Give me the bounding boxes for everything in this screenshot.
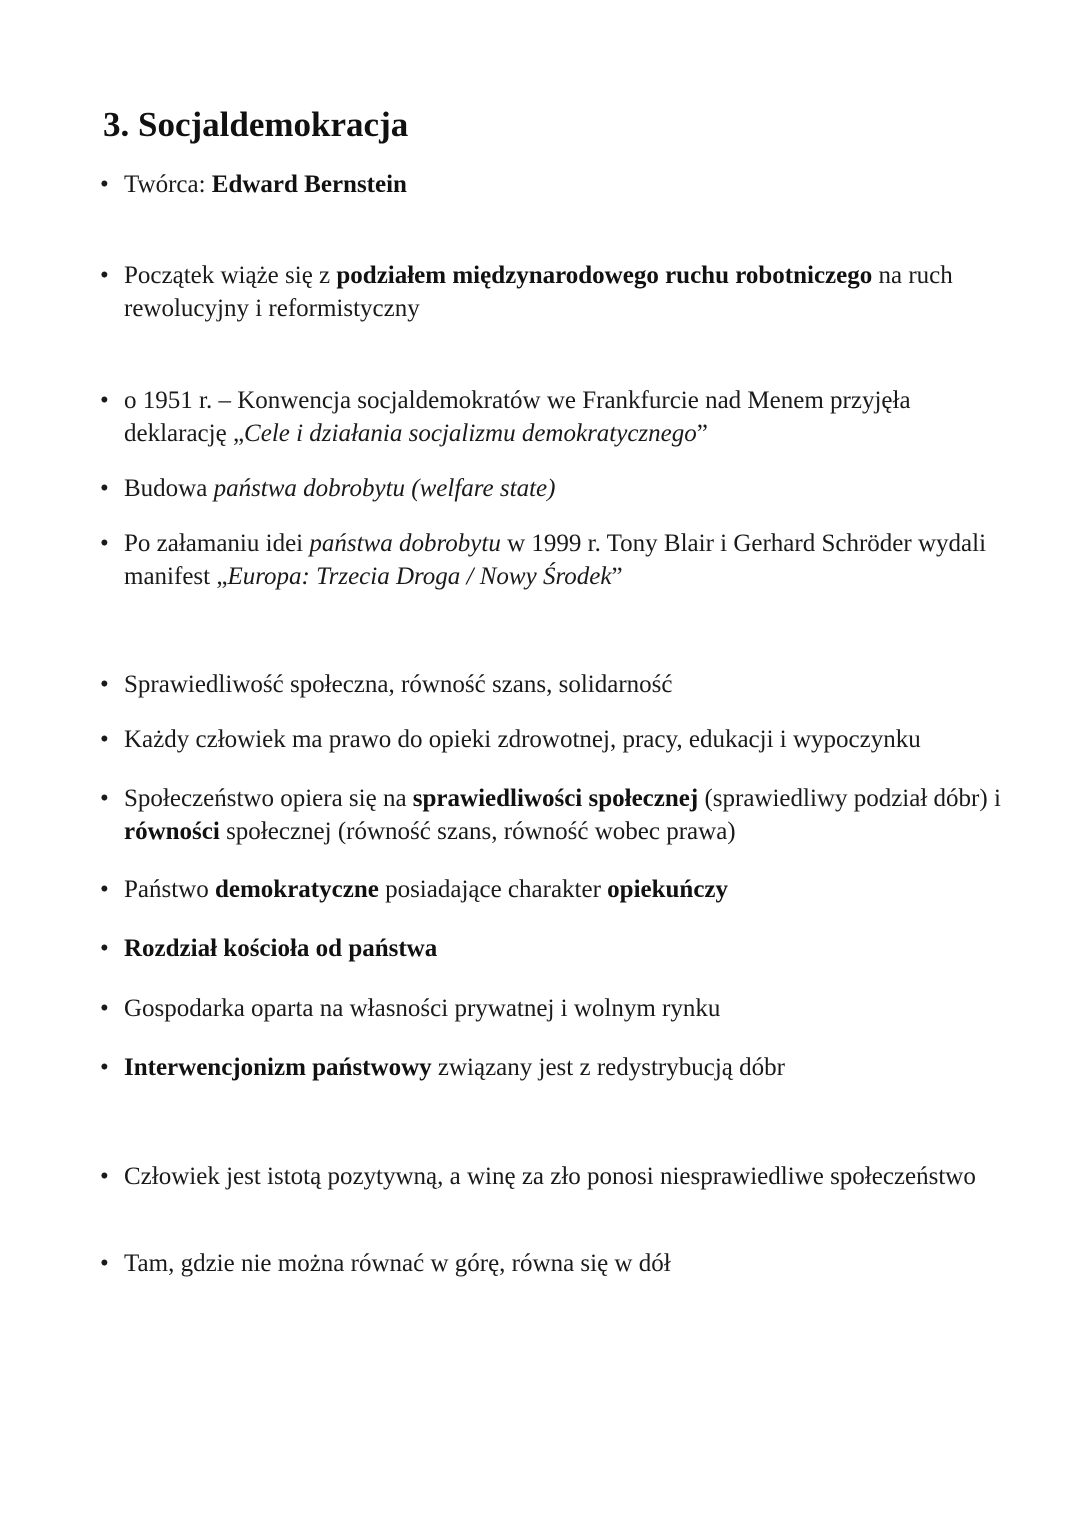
- item-text: Po załamaniu idei: [124, 530, 310, 557]
- list-item-society: [100, 782, 1004, 848]
- item-text: (sprawiedliwy podział dóbr) i: [698, 785, 1001, 812]
- item-text-bold: Rozdział kościoła od państwa: [124, 935, 438, 962]
- list-item-human-nature: [100, 1160, 1004, 1193]
- item-text-bold: Edward Bernstein: [211, 171, 407, 198]
- list-item-interventionism: [100, 1051, 1004, 1084]
- item-text: Budowa: [124, 475, 214, 502]
- item-text: posiadające charakter: [378, 876, 608, 903]
- list-item-1951-convention: [100, 384, 1004, 450]
- item-text: ”: [696, 420, 708, 447]
- item-text-bold: sprawiedliwości społecznej: [412, 785, 699, 812]
- bullet: •: [100, 530, 109, 557]
- bullet: •: [100, 1250, 109, 1277]
- item-text: Sprawiedliwość społeczna, równość szans, solidarność: [124, 671, 673, 698]
- list-item-welfare-state: [100, 472, 1004, 505]
- item-text: o 1951 r. – Konwencja socjaldemokratów we Frankfurcie nad Menem przyjęła deklarację „: [124, 387, 911, 447]
- list-item-origin: [100, 259, 1004, 325]
- bullet: •: [100, 171, 109, 198]
- item-text: ”: [611, 563, 623, 590]
- item-text: Gospodarka oparta na własności prywatnej i wolnym rynku: [124, 995, 721, 1022]
- list-item-rights: [100, 723, 1004, 756]
- bullet: •: [100, 1163, 109, 1190]
- section-heading: 3. Socjaldemokracja: [103, 105, 409, 144]
- list-item-church-separation: [100, 932, 1004, 965]
- item-text: na ruch rewolucyjny i reformistyczny: [124, 262, 953, 322]
- bullet: •: [100, 1054, 109, 1081]
- bullet: •: [100, 671, 109, 698]
- item-text-italic: państwa dobrobytu (welfare state): [213, 475, 556, 502]
- list-item-values: [100, 668, 1004, 701]
- bullet: •: [100, 785, 109, 812]
- bullet: •: [100, 726, 109, 753]
- item-text-bold: demokratyczne: [214, 876, 379, 903]
- item-text: Państwo: [124, 876, 215, 903]
- bullet: •: [100, 475, 109, 502]
- list-item-state: [100, 873, 1004, 906]
- list-item-equalize: [100, 1247, 1004, 1280]
- item-text-bold: Interwencjonizm państwowy: [124, 1054, 432, 1081]
- item-text: Tam, gdzie nie można równać w górę, równa się w dół: [124, 1250, 671, 1277]
- bullet: •: [100, 995, 109, 1022]
- item-text: Każdy człowiek ma prawo do opieki zdrowotnej, pracy, edukacji i wypoczynku: [124, 726, 921, 753]
- item-text-italic: Europa: Trzecia Droga / Nowy Środek: [227, 563, 612, 590]
- item-text-italic: państwa dobrobytu: [309, 530, 501, 557]
- list-item-economy: [100, 992, 1004, 1025]
- item-text: Społeczeństwo opiera się na: [124, 785, 413, 812]
- list-item-third-way: [100, 527, 1004, 593]
- bullet: •: [100, 262, 109, 289]
- bullet: •: [100, 935, 109, 962]
- bullet: •: [100, 387, 109, 414]
- item-text: Twórca:: [124, 171, 212, 198]
- item-text-bold: równości: [124, 818, 220, 845]
- item-text: związany jest z redystrybucją dóbr: [431, 1054, 785, 1081]
- item-text-bold: opiekuńczy: [607, 876, 729, 903]
- item-text: w 1999 r. Tony Blair i Gerhard Schröder wydali manifest „: [124, 530, 987, 590]
- list-item-author: [100, 168, 1004, 201]
- item-text: społecznej (równość szans, równość wobec prawa): [219, 818, 736, 845]
- item-text-bold: podziałem międzynarodowego ruchu robotniczego: [336, 262, 873, 289]
- item-text-italic: Cele i działania socjalizmu demokratycznego: [244, 420, 697, 447]
- item-text: Początek wiąże się z: [124, 262, 337, 289]
- item-text: Człowiek jest istotą pozytywną, a winę za zło ponosi niesprawiedliwe społeczeństwo: [124, 1163, 976, 1190]
- bullet: •: [100, 876, 109, 903]
